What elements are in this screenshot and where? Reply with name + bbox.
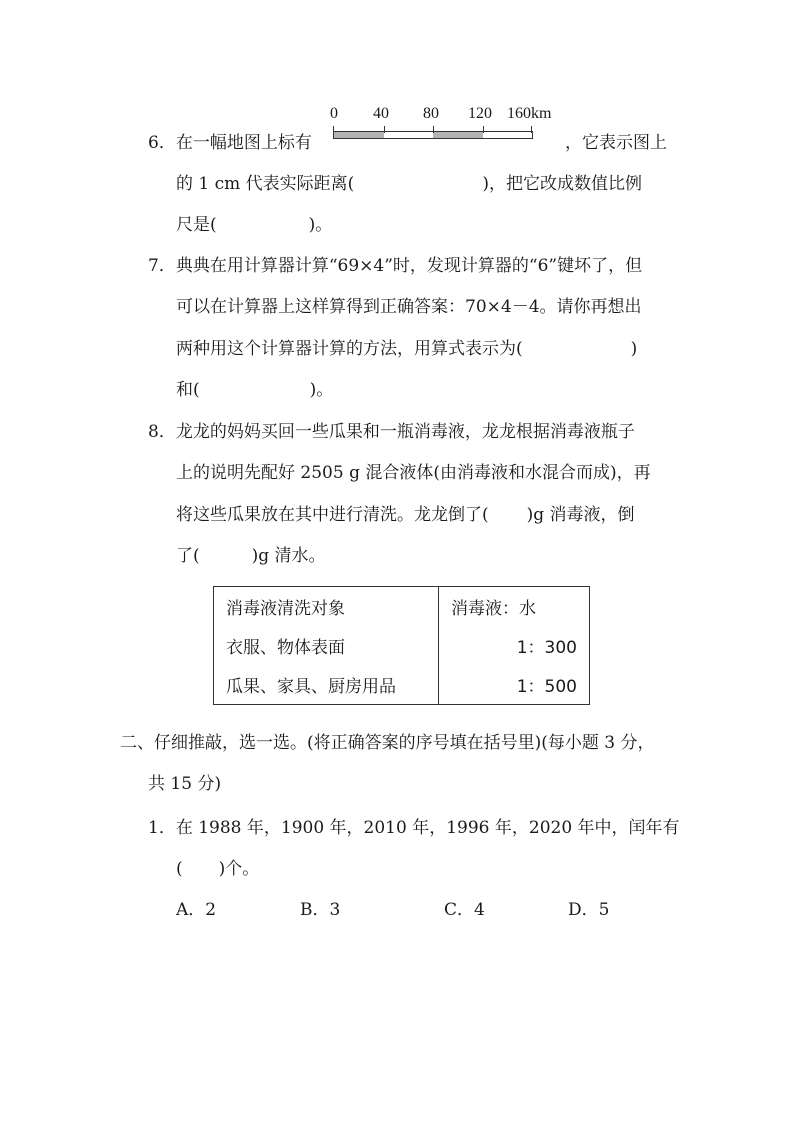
mc1-line1: 1．在 1988 年，1900 年，2010 年，1996 年，2020 年中，闰年有 xyxy=(148,818,680,838)
table-cell: 瓜果、家具、厨房用品 xyxy=(214,665,439,705)
table-cell: 衣服、物体表面 xyxy=(214,626,439,665)
scale-label-0: 0 xyxy=(330,105,338,122)
q6-line2-end: )，把它改成数值比例 xyxy=(482,174,642,194)
scale-label-120: 120 xyxy=(468,105,492,122)
scale-segment xyxy=(334,132,384,138)
scale-tick xyxy=(433,126,434,133)
scale-tick xyxy=(333,126,334,133)
mc1-option-d[interactable]: D．5 xyxy=(568,900,610,920)
scale-segment xyxy=(384,132,434,138)
q8-line4 xyxy=(176,544,326,568)
mc1-line2-start: ( xyxy=(176,859,183,879)
q7-line1: 7．典典在用计算器计算“69×4”时，发现计算器的“6”键坏了，但 xyxy=(148,256,643,276)
table-row xyxy=(214,626,590,665)
mc1-line2 xyxy=(176,857,259,881)
scale-tick xyxy=(483,126,484,133)
table-row xyxy=(214,665,590,705)
section2-heading-cont: 共 15 分) xyxy=(148,774,222,794)
q6-line2 xyxy=(176,172,642,196)
q6-line2-start: 的 1 cm 代表实际距离( xyxy=(176,174,355,194)
table-cell: 1：500 xyxy=(516,677,577,697)
q7-line4-end: )。 xyxy=(309,380,334,400)
scale-bar xyxy=(333,131,533,139)
q8-line4-start: 了( xyxy=(176,546,200,566)
map-scale-bar xyxy=(330,104,570,144)
q8-line2: 上的说明先配好 2505 g 混合液体(由消毒液和水混合而成)，再 xyxy=(176,463,651,483)
scale-label-80: 80 xyxy=(423,105,439,122)
table-header-cell: 消毒液：水 xyxy=(451,599,536,619)
mc1-option-b[interactable]: B．3 xyxy=(300,900,341,920)
section2-heading: 二、仔细推敲，选一选。(将正确答案的序号填在括号里)(每小题 3 分， xyxy=(120,733,655,753)
scale-segment xyxy=(433,132,483,138)
scale-tick xyxy=(531,126,532,133)
q6-line3-end: )。 xyxy=(308,215,333,235)
table-cell: 1：300 xyxy=(516,638,577,658)
q7-line3-end: ) xyxy=(630,339,638,359)
mc1-option-c[interactable]: C．4 xyxy=(444,900,485,920)
scale-segment xyxy=(483,132,533,138)
q8-line3 xyxy=(176,503,635,527)
q8-line4-end: )g 清水。 xyxy=(251,546,326,566)
q8-line3-end: )g 消毒液，倒 xyxy=(526,505,635,525)
table-header-cell: 消毒液清洗对象 xyxy=(214,587,439,627)
scale-tick xyxy=(384,126,385,133)
q7-line4-start: 和( xyxy=(176,380,200,400)
q7-line3 xyxy=(176,337,637,361)
disinfectant-ratio-table xyxy=(213,586,590,705)
table-header-row xyxy=(214,587,590,627)
q8-line1: 8．龙龙的妈妈买回一些瓜果和一瓶消毒液，龙龙根据消毒液瓶子 xyxy=(148,422,635,442)
q6-line3 xyxy=(176,213,332,237)
mc1-line2-end: )个。 xyxy=(218,859,260,879)
mc1-option-a[interactable]: A．2 xyxy=(176,900,217,920)
q6-prefix: 6．在一幅地图上标有 xyxy=(148,133,312,153)
q6-suffix: ，它表示图上 xyxy=(565,133,667,153)
q8-line3-start: 将这些瓜果放在其中进行清洗。龙龙倒了( xyxy=(176,505,489,525)
q7-line4 xyxy=(176,378,333,402)
q7-line3-start: 两种用这个计算器计算的方法，用算式表示为( xyxy=(176,339,523,359)
scale-label-40: 40 xyxy=(373,105,389,122)
scale-label-160km: 160km xyxy=(507,105,552,122)
q6-line1 xyxy=(148,131,312,155)
q7-line2: 可以在计算器上这样算得到正确答案：70×4－4。请你再想出 xyxy=(176,297,642,317)
q6-line3-start: 尺是( xyxy=(176,215,217,235)
